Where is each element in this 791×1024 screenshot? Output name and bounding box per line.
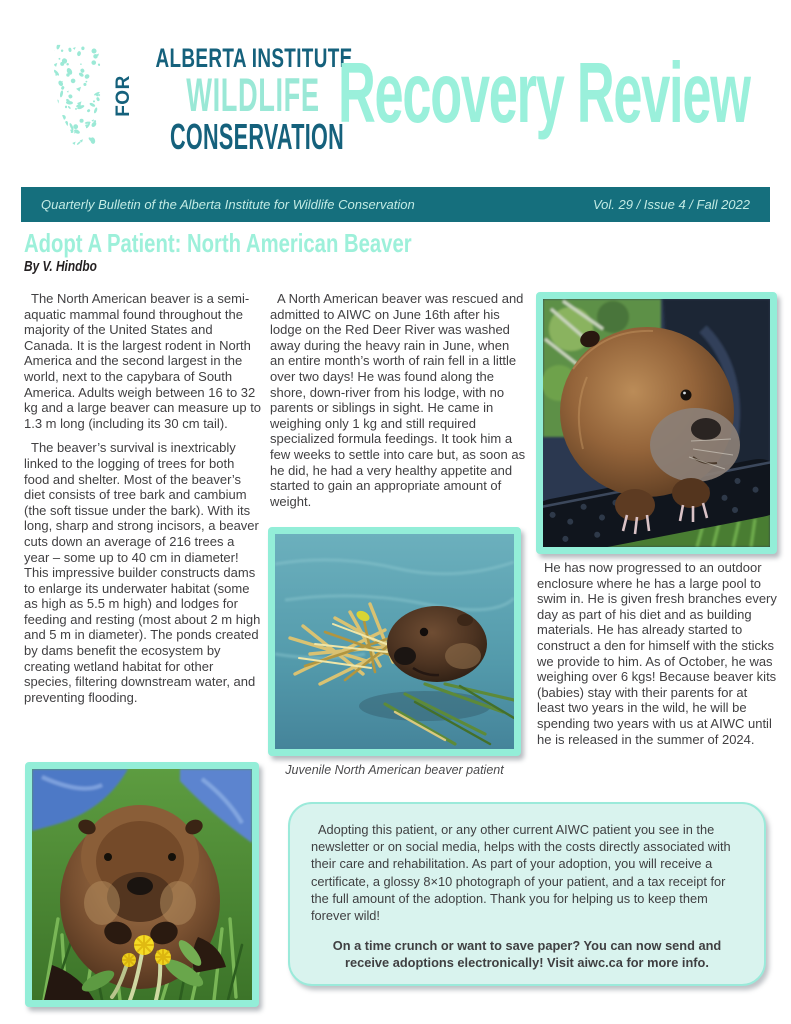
- issue-banner: [21, 187, 770, 222]
- photo-caption: Juvenile North American beaver patient: [285, 763, 504, 777]
- paragraph: A North American beaver was rescued and admitted to AIWC on June 16th after his lodge on the Red Deer River was washed away during the heavy rain in June, when an entire month’s worth of rain fell in a little over two days! He was found along the shore, down-river from his lodge, with no parents or siblings in sight. He came in weighing only 1 kg and still required specialized formula feedings. It took him a few weeks to settle into care but, as soon as he did, he had a very healthy appetite and started to gain an appropriate amount of weight.: [270, 291, 526, 509]
- logo-line-alberta-institute: ALBERTA INSTITUTE: [155, 43, 353, 73]
- aiwc-alberta-animals-logo-icon: [50, 44, 104, 162]
- logo-word-for: FOR: [112, 75, 134, 117]
- paragraph: The beaver’s survival is inextricably linked to the logging of trees for both food and shelter. Most of the beaver’s diet consists of tree bark and cambium (the soft tissue under the bark). With its long, sharp and strong incisors, a beaver cuts down an average of 216 trees a year – some up to 40 cm in diameter! This impressive builder constructs dams to enlarge its underwater habitat (some as high as 5.5 m high) and lodges for feeding and resting (most about 2 m high and 5 m in diameter). The ponds created by dams benefit the ecosystem by creating wetland habitat for other species, filtering downstream water, and preventing flooding.: [24, 440, 261, 705]
- paragraph: He has now progressed to an outdoor enclosure where he has a large pool to swim in. He is given fresh branches every day as part of his diet and as building materials. He has already started to construct a den for himself with the sticks we provide to him. As of October, he was weighing over 6 kgs! Because beaver kits (babies) stay with their parents for at least two years in the wild, he will be spending two years with us at AIWC until he is released in the summer of 2024.: [537, 560, 777, 747]
- article-column-2: [270, 291, 526, 509]
- banner-bulletin-text: Quarterly Bulletin of the Alberta Institute for Wildlife Conservation: [41, 197, 415, 212]
- adoption-info-box: [288, 802, 766, 986]
- paragraph: The North American beaver is a semi-aquatic mammal found throughout the majority of the United States and Canada. It is the largest rodent in North America and the second largest in the world, next to the capybara of South America. Adults weigh between 16 to 32 kg and a large beaver can measure up to 1.3 m long (including its 30 cm tail).: [24, 291, 262, 431]
- logo-line-wildlife: WILDLIFE: [186, 68, 320, 121]
- masthead-title: Recovery Review: [338, 46, 750, 141]
- photo-beaver-kit-closeup: [536, 292, 777, 554]
- adoption-box-cta: On a time crunch or want to save paper? You can now send and receive adoptions electronically! Visit aiwc.ca for more info.: [332, 938, 722, 971]
- article-headline: Adopt A Patient: North American Beaver: [24, 228, 412, 258]
- logo-line-conservation: CONSERVATION: [170, 116, 345, 157]
- article-byline: By V. Hindbo: [24, 259, 97, 275]
- banner-issue-text: Vol. 29 / Issue 4 / Fall 2022: [592, 197, 750, 212]
- article-column-1: [24, 291, 262, 705]
- adoption-box-body: Adopting this patient, or any other current AIWC patient you see in the newsletter or on social media, helps with the costs directly associated with their care and rehabilitation. As part of your adoption, you will receive a certificate, a glossy 8×10 photograph of your patient, and a tax receipt for the full amount of the adoption. Thank you for helping us to keep them forever wild!: [311, 822, 731, 924]
- article-column-3: [537, 560, 778, 747]
- photo-beaver-kit-dandelion: [25, 762, 259, 1007]
- photo-beaver-swimming: [268, 527, 521, 756]
